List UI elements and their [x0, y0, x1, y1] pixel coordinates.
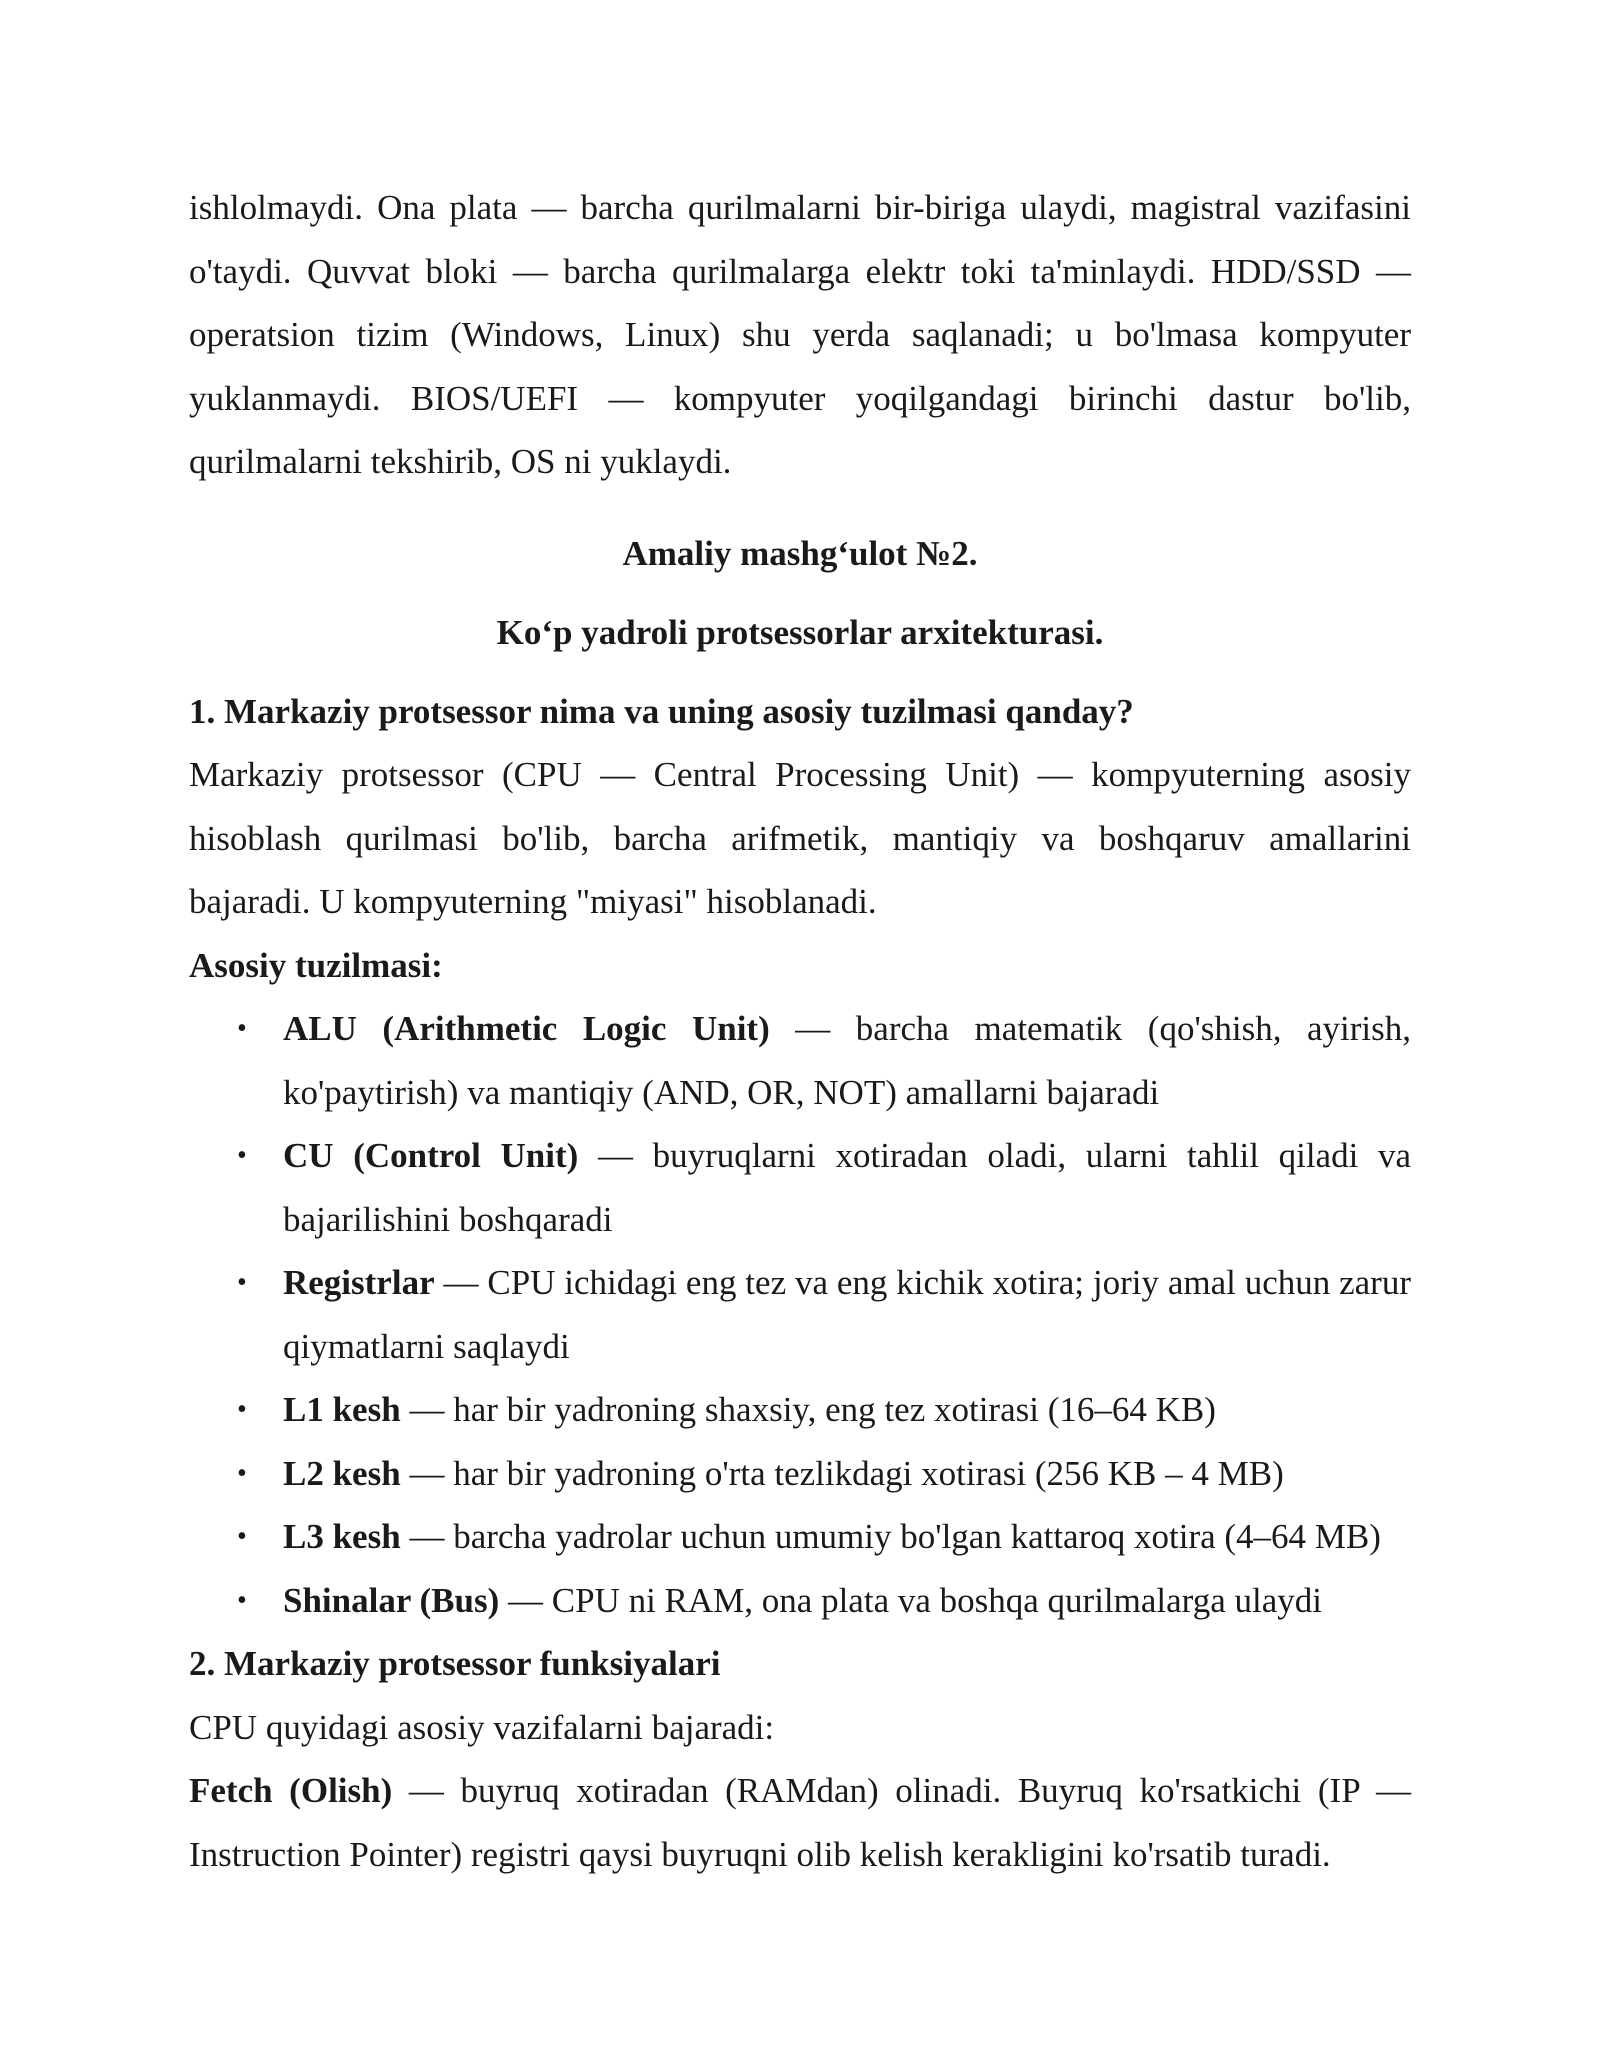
structure-subheading: Asosiy tuzilmasi: — [189, 945, 443, 985]
list-item-alu — [189, 997, 1411, 1124]
list-item-text: — barcha yadrolar uchun umumiy bo'lgan kattaroq xotira (4–64 MB) — [400, 1517, 1381, 1556]
list-item-registers — [189, 1251, 1411, 1378]
list-item-term: L3 kesh — [283, 1517, 401, 1556]
topic-title: Ko‘p yadroli protsessorlar arxitekturasi. — [496, 613, 1104, 652]
list-item-term: CU (Control Unit) — [283, 1136, 579, 1175]
practical-title: Amaliy mashg‘ulot №2. — [622, 533, 978, 573]
list-item-l3 — [189, 1505, 1411, 1569]
fetch-text: — buyruq xotiradan (RAMdan) olinadi. Buyruq ko'rsatkichi (IP — Instruction Pointer) registri qaysi buyruqni olib kelish kerakligini ko'rsatib turadi. — [189, 1771, 1411, 1874]
bullet-icon: • — [237, 1394, 247, 1425]
section1-heading: 1. Markaziy protsessor nima va uning asosiy tuzilmasi qanday? — [189, 691, 1134, 731]
list-item-cu — [189, 1124, 1411, 1251]
document-page — [189, 176, 1411, 1886]
fetch-paragraph — [189, 1759, 1411, 1886]
intro-paragraph: ishlolmaydi. Ona plata — barcha qurilmalarni bir-biriga ulaydi, magistral vazifasini o'taydi. Quvvat bloki — barcha qurilmalarga elektr toki ta'minlaydi. HDD/SSD — operatsion tizim (Windows, Linux) shu yerda saqlanadi; u bo'lmasa kompyuter yuklanmaydi. BIOS/UEFI — kompyuter yoqilgandagi birinchi dastur bo'lib, qurilmalarni tekshirib, OS ni yuklaydi. — [189, 188, 1411, 481]
list-item-text: — buyruqlarni xotiradan oladi, ularni tahlil qiladi va bajarilishini boshqaradi — [283, 1136, 1411, 1239]
section2-heading: 2. Markaziy protsessor funksiyalari — [189, 1644, 721, 1683]
list-item-text: — har bir yadroning shaxsiy, eng tez xotirasi (16–64 KB) — [400, 1390, 1216, 1429]
bullet-icon: • — [237, 1140, 247, 1171]
list-item-term: L2 kesh — [283, 1453, 401, 1493]
bullet-icon: • — [237, 1267, 247, 1298]
bullet-icon: • — [237, 1013, 247, 1044]
list-item-term: L1 kesh — [283, 1390, 401, 1429]
list-item-l2 — [189, 1442, 1411, 1506]
bullet-icon: • — [237, 1521, 247, 1552]
list-item-term: Shinalar (Bus) — [283, 1580, 500, 1620]
list-item-text: — barcha matematik (qo'shish, ayirish, ko'paytirish) va mantiqiy (AND, OR, NOT) amallarni bajaradi — [283, 1009, 1411, 1112]
bullet-icon: • — [237, 1457, 247, 1489]
cpu-definition-paragraph: Markaziy protsessor (CPU — Central Processing Unit) — kompyuterning asosiy hisoblash qurilmasi bo'lib, barcha arifmetik, mantiqiy va boshqaruv amallarini bajaradi. U kompyuterning "miyasi" hisoblanadi. — [189, 755, 1411, 921]
fetch-term: Fetch (Olish) — [189, 1771, 393, 1810]
list-item-text: — CPU ichidagi eng tez va eng kichik xotira; joriy amal uchun zarur qiymatlarni saqlaydi — [283, 1263, 1411, 1366]
bullet-icon: • — [237, 1584, 247, 1616]
structure-list — [189, 997, 1411, 1632]
list-item-bus — [189, 1569, 1411, 1633]
section2-intro: CPU quyidagi asosiy vazifalarni bajaradi: — [189, 1707, 775, 1747]
list-item-term: Registrlar — [283, 1263, 435, 1302]
list-item-text: — CPU ni RAM, ona plata va boshqa qurilmalarga ulaydi — [499, 1580, 1322, 1620]
list-item-text: — har bir yadroning o'rta tezlikdagi xotirasi (256 KB – 4 MB) — [400, 1453, 1284, 1493]
list-item-l1 — [189, 1378, 1411, 1442]
list-item-term: ALU (Arithmetic Logic Unit) — [283, 1009, 770, 1048]
